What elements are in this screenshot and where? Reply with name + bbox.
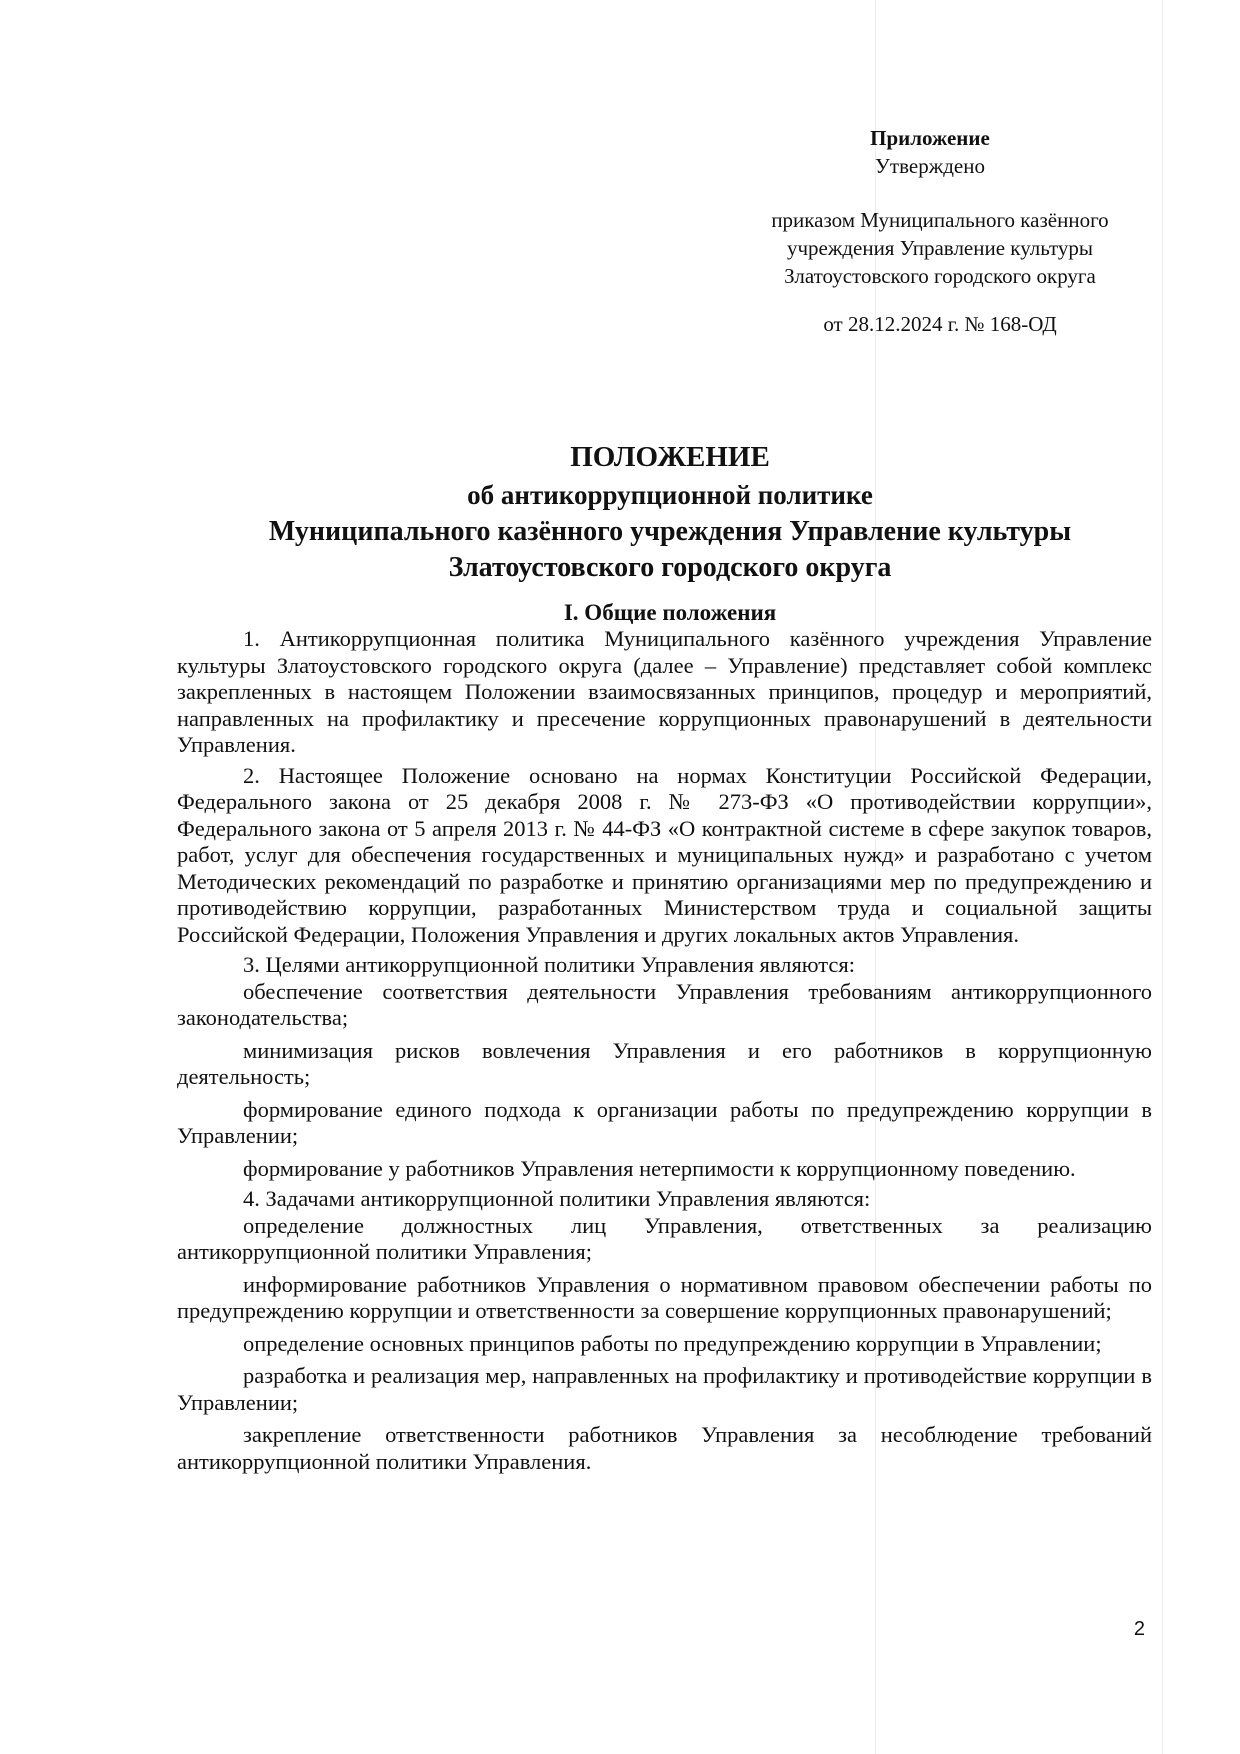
document-title bbox=[150, 438, 1190, 586]
task-item: определение должностных лиц Управления, ответственных за реализацию антикоррупционной политики Управления; bbox=[177, 1212, 1152, 1264]
approval-order bbox=[740, 206, 1140, 338]
title-line: Златоустовского городского округа bbox=[448, 552, 892, 583]
paragraph: 3. Целями антикоррупционной политики Управления являются: bbox=[243, 952, 856, 977]
task-item: разработка и реализация мер, направленных на профилактику и противодействие коррупции в Управлении; bbox=[177, 1363, 1152, 1415]
goal-item: обеспечение соответствия деятельности Управления требованиям антикоррупционного законодательства; bbox=[177, 978, 1152, 1030]
order-date: от 28.12.2024 г. № 168-ОД bbox=[823, 312, 1057, 336]
section-heading: I. Общие положения bbox=[563, 600, 777, 625]
paragraph: 4. Задачами антикоррупционной политики Управления являются: bbox=[243, 1186, 871, 1211]
title-line: об антикоррупционной политике bbox=[467, 480, 873, 510]
approved-label: Утверждено bbox=[875, 154, 985, 178]
task-item: закрепление ответственности работников Управления за несоблюдение требований антикоррупционной политики Управления. bbox=[177, 1422, 1152, 1474]
order-line: приказом Муниципального казённого bbox=[771, 208, 1109, 232]
task-item: определение основных принципов работы по предупреждению коррупции в Управлении; bbox=[243, 1330, 1102, 1356]
approval-header bbox=[840, 124, 1020, 180]
task-item: информирование работников Управления о нормативном правовом обеспечении работы по предупреждению коррупции и ответственности за совершение коррупционных правонарушений; bbox=[177, 1271, 1152, 1323]
order-line: Златоустовского городского округа bbox=[784, 264, 1096, 288]
paragraph: 2. Настоящее Положение основано на нормах Конституции Российской Федерации, Федерального закона от 25 декабря 2008 г. № 273-ФЗ «О противодействии коррупции», Федерального закона от 5 апреля 2013 г. № 44-ФЗ «О контрактной системе в сфере закупок товаров, работ, услуг для обеспечения государственных и муниципальных нужд» и разработано с учетом Методических рекомендаций по разработке и принятию организациями мер по предупреждению и противодействию коррупции, разработанных Министерством труда и социальной защиты Российской Федерации, Положения Управления и других локальных актов Управления. bbox=[177, 762, 1152, 947]
paragraph: 1. Антикоррупционная политика Муниципального казённого учреждения Управление культуры Златоустовского городского округа (далее – Управление) представляет собой комплекс закрепленных в настоящем Положении взаимосвязанных принципов, процедур и мероприятий, направленных на профилактику и пресечение коррупционных правонарушений в деятельности Управления. bbox=[177, 626, 1152, 757]
page-number: 2 bbox=[1133, 1618, 1145, 1640]
title-line: ПОЛОЖЕНИЕ bbox=[570, 441, 770, 473]
appendix-label: Приложение bbox=[870, 126, 990, 150]
section-body bbox=[177, 626, 1152, 1475]
title-line: Муниципального казённого учреждения Управление культуры bbox=[268, 516, 1072, 547]
goal-item: минимизация рисков вовлечения Управления и его работников в коррупционную деятельность; bbox=[177, 1037, 1152, 1089]
goal-item: формирование единого подхода к организации работы по предупреждению коррупции в Управлении; bbox=[177, 1096, 1152, 1148]
goal-item: формирование у работников Управления нетерпимости к коррупционному поведению. bbox=[243, 1155, 1076, 1181]
scan-fold-line bbox=[1162, 0, 1163, 1754]
order-line: учреждения Управление культуры bbox=[786, 236, 1094, 260]
